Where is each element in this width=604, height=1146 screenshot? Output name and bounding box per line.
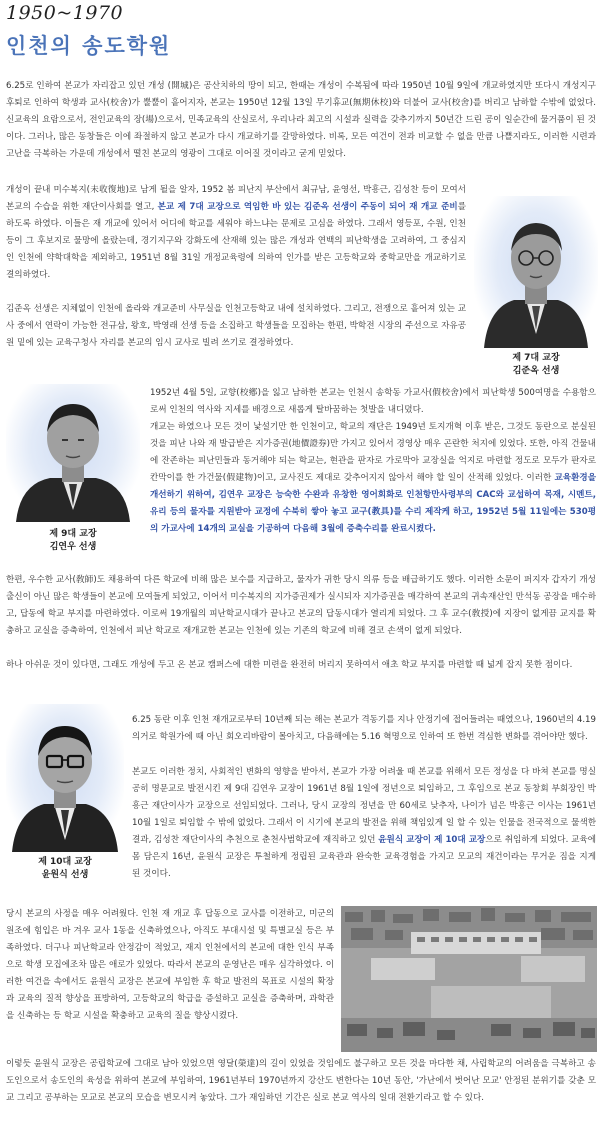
portrait-principal-9-icon xyxy=(6,384,140,522)
highlight-kim-junok: 본교 제 7대 교장으로 역임한 바 있는 김준옥 선생이 주동이 되어 재 개교 준비 xyxy=(157,202,458,212)
photo-campus-aerial xyxy=(341,906,597,1052)
photo-principal-10 xyxy=(6,704,124,852)
paragraph-songhak-campus: 1952년 4월 5일, 교향(校鄕)을 잃고 남하한 본교는 인천시 송학동 가교사(假校舍)에서 피난학생 500여명을 수용함으로써 인천의 역사와 지세를 배경으로 새롭게 탈바꿈하는 첫발을 내디뎠다. xyxy=(150,388,596,415)
paragraph-regret: 하나 아쉬운 것이 있다면, 그래도 개성에 두고 온 본교 캠퍼스에 대한 미련을 완전히 버리지 못하여서 애초 학교 부지를 마련할 때 넓게 잡지 못한 점이다. xyxy=(6,660,573,670)
photo-principal-9 xyxy=(6,384,140,522)
paragraph-reopening-plan: 개성이 끝내 미수복지(未收復地)로 남게 될을 알자, 1952 봄 피난지 부산에서 최규남, 윤영선, 박흥근, 김성찬 등이 모여서 본교의 수습을 위한 재단이사회를 열고, 본교 제 7대 교장으로 역임한 바 있는 김준옥 선생이 주동이 되어 재 개교 준비를 하도록 하였다. 이들은 재 개교에 있어서 어디에 학교를 세워야 하느냐는 문제로 고심을 하였다. 그래서 영등포, 수원, 인천등이 그 후보지로 물망에 올랐는데, 경기지구와 강화도에 산재해 있는 많은 개성과 연백의 피난학생을 고려하여, 그 중심지인 인천에 약학대학을 제외하고, 1951년 8월 31일 개정교육령에 의하여 인가를 받은 고등학교와 중학교만을 개교하기로 결의하였다. xyxy=(6,185,466,280)
page-header xyxy=(0,0,604,64)
paragraph-school-conditions: 당시 본교의 사정을 매우 어려웠다. 인천 재 개교 후 답동으로 교사를 이전하고, 미군의 원조에 힘입은 바 겨우 교사 1동을 신축하였으나, 아직도 부대시설 및 특별교실 등은 부족하였다. 더구나 피난학교라 안정감이 적었고, 재지 인천에서의 본교에 대한 인식 부족으로 학생 모집에조차 많은 애로가 있었다. 따라서 본교의 운영난은 매우 심각하였다. 이러한 여건을 속에서도 윤원식 교장은 본교에 부임한 후 학교 발전의 목표로 시설의 확장과 교육의 질적 향상을 표방하여, 고등학교의 학급을 증설하고 교실을 증축하며, 과학관을 신축하는 등 학교 시설을 확충하고 교육의 질을 향상시켰다. xyxy=(6,909,335,1021)
photo-principal-7 xyxy=(474,196,598,348)
era-heading: 1950~1970 xyxy=(6,2,124,24)
portrait-principal-10-icon xyxy=(6,704,124,852)
page-title: 인천의 송도학원 xyxy=(6,33,172,58)
paragraph-preparation: 김준옥 선생은 지체없이 인천에 올라와 개교준비 사무실을 인천고등학교 내에 설치하였다. 그리고, 전쟁으로 흩어져 있는 교사 중에서 연락이 가능한 전규삼, 왕호, 박영래 선생 등을 소집하고 학생들을 모집하는 한편, 박학전 시장의 주선으로 자유공원 밑에 있는 교육구청사 자리를 본교의 임시 교사로 빌려 쓰기로 결정하였다. xyxy=(6,304,466,348)
paragraph-legacy: 이렇듯 윤원식 교장은 공립학교에 그대로 남아 있었으면 영달(榮達)의 길이 있었을 것임에도 불구하고 모든 것을 마다한 채, 사립학교의 어려움을 극복하고 송도인으로서 송도인의 육성을 위하여 본교에 부임하여, 1961년부터 1970년까지 강산도 변한다는 10년 동안, '가난에서 벗어난 모교' 안정된 분위기를 갖춘 모교 그리고 공부하는 모교로 본교의 모습을 변모시켜 놓았다. 그가 재임하던 기간은 실로 본교 역사의 일대 전환기라고 할 수 있다. xyxy=(6,1059,596,1103)
portrait-principal-7-icon xyxy=(474,196,598,348)
paragraph-yun-wonsik: 본교도 이러한 정치, 사회적인 변화의 영향을 받아서, 본교가 가장 어려울 때 본교를 위해서 모든 정성을 다 바쳐 본교를 명실공히 명문교로 발전시킨 제 9대 김연우 교장이 1961년 8월 1일에 정년으로 퇴임하고, 그 후임으로 본교 동창회 부회장인 박흥근 재단이사가 교장으로 선임되었다. 그러나, 당시 교장의 정년을 만 60세로 낮추자, 나이가 넘은 박흥근 이사는 1961년 10월 1일로 퇴임할 수 밖에 없었다. 그래서 이 시기에 본교의 발전을 위해 책임있게 일 할 수 있는 인물을 전국적으로 물색한 결과, 김성찬 재단이사의 추천으로 춘천사범학교에 재직하고 있던 윤원식 교장이 제 10대 교장으로 취임하게 되었다. 교육에 몸 담은지 16년, 윤원식 교장은 투철하게 정립된 교육관과 완숙한 교육경험을 가지고 모교의 재건이라는 무거운 짐을 지게 된 것이다. xyxy=(132,767,596,879)
caption-principal-9: 제 9대 교장 김연우 선생 xyxy=(49,529,97,552)
paragraph-1960s-turmoil: 6.25 동란 이후 인천 재개교로부터 10년째 되는 해는 본교가 격동기를 지나 안정기에 접어들려는 때였으나, 1960년의 4.19의거로 학원가에 때 아닌 회오리바람이 몰아치고, 다음해에는 5.16 혁명으로 인하여 또 한번 격심한 변화를 겪어야만 했다. xyxy=(132,715,596,742)
paragraph-dapdong-era: 한편, 우수한 교사(敎師)도 채용하여 다른 학교에 비해 많은 보수를 지급하고, 물자가 귀한 당시 의류 등을 배급하기도 했다. 이러한 소문이 퍼지자 갑자기 개성 출신이 아닌 많은 학생들이 본교에 모여들게 되었고, 이어서 미수복지의 지가증권제가 실시되자 지가증권을 매각하여 본교의 귀속재산인 만석동 공장을 매수하고, 답동에 학교 부지를 마련하였다. 이로써 19개월의 피난학교시대가 끝나고 본교의 답동시대가 열리게 되었다. 그 후 교수(敎授)에 지장이 없게끔 교지를 확충하고 교실을 증축하여, 인천에서 피난 학교로 재개교한 본교는 인천에 있는 기존의 학교에 비해 결코 손색이 없게 되었다. xyxy=(6,575,596,636)
paragraph-kim-yeonu: 개교는 하였으나 모든 것이 낯설기만 한 인천이고, 학교의 재단은 1949년 토지개혁 이후 받은, 그것도 동란으로 분실된 것을 피난 나와 재 발급받은 지가증권(地價證券)만 가지고 있어서 경영상 매우 곤란한 처지에 있었다. 또한, 아직 건물내에 잔존하는 피난민들과 동거해야 되는 학교는, 현관을 판자로 가로막아 교장실을 억지로 마련할 정도로 모두가 판자로 칸막이를 한 가건물(假建物)이고, 교사진도 제대로 갖추어지지 않아서 해야 할 일이 산적해 있었다. 이러한 교육환경을 개선하기 위하여, 김연우 교장은 능숙한 수완과 유창한 영어회화로 인천항만사령부의 CAC와 교섭하여 목재, 시멘트, 유리 등의 물자를 지원받아 교정에 수북히 쌓아 놓고 교구(教具)를 수리 제작케 하고, 1952년 5월 11일에는 530평의 가교사에 14개의 교실을 기공하여 다음해 3월에 증축수리를 완료시켰다. xyxy=(150,422,596,534)
highlight-yun-wonsik: 윤원식 교장이 제 10대 교장 xyxy=(378,835,486,845)
paragraph-intro: 6.25로 인하여 본교가 자리잡고 있던 개성 (開城)은 공산치하의 땅이 되고, 한때는 개성이 수복됨에 따라 1950년 10월 9일에 개교하였지만 또다시 개성지구 후퇴로 인하여 학생과 교사(校舍)가 뿔뿔이 흩어지자, 본교는 1950년 12월 13일 무기휴교(無期休校)와 더불어 교사(校舍)를 버리고 남하할 수밖에 없었다. 신교육의 요람으로서, 전인교육의 장(場)으로서, 민족교육의 산실로서, 우리나라 최고의 시설과 실력을 갖추기까지 50년간 드린 공이 일순간에 물거품이 된 것이다. 그러나, 많은 동창들은 이에 좌절하지 않고 본교가 다시 개교하기를 갈망하였다. 비록, 모든 여건이 전과 비교할 수 없을 만큼 나쁠지라도, 이러한 시련과 고난을 극복하는 가운데 개성에서 떨친 본교의 영광이 그대로 이어질 것이라고 굳게 믿었다. xyxy=(6,81,596,159)
caption-principal-7: 제 7대 교장 김준옥 선생 xyxy=(512,353,560,376)
campus-aerial-icon xyxy=(341,906,597,1052)
highlight-kim-yeonu: 교육환경을 개선하기 위하여, 김연우 교장은 능숙한 수완과 유창한 영어회화로 인천항만사령부의 CAC와 교섭하여 목재, 시멘트, 유리 등의 물자를 지원받아 교정에 수북히 쌓아 놓고 교구(教具)를 수리 제작케 하고, 1952년 5월 11일에는 530평의 가교사에 14개의 교실을 기공하여 다음해 3월에 증축수리를 완료시켰다. xyxy=(150,473,596,534)
caption-principal-10: 제 10대 교장 윤원식 선생 xyxy=(38,857,92,880)
